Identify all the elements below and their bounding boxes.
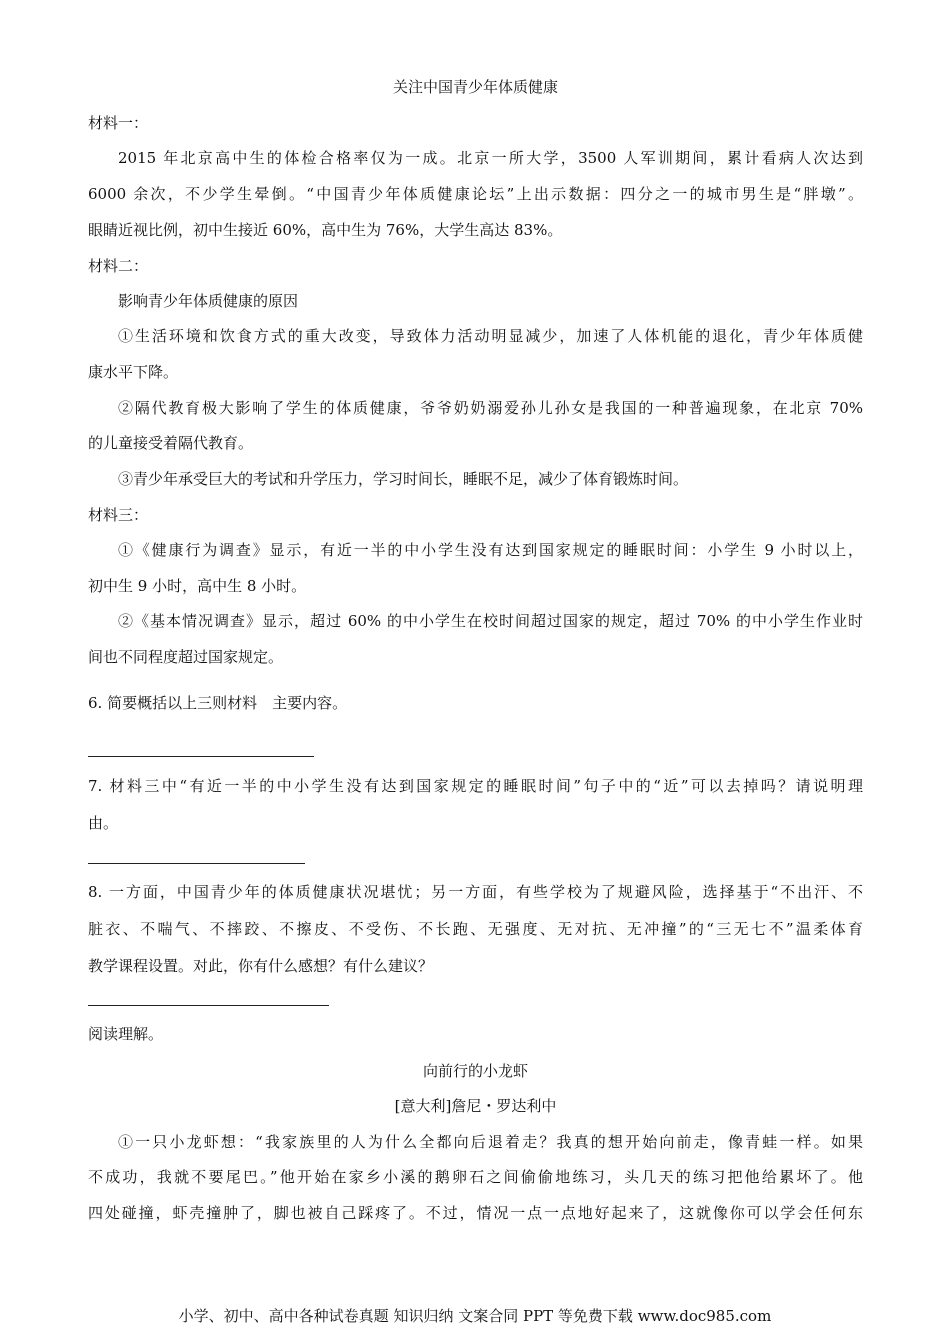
story-paragraph-line: 四处碰撞，虾壳撞肿了，脚也被自己踩疼了。不过，情况一点一点地好起来了，这就像你可以学会任何东 [88, 1204, 863, 1222]
material2-line: 的儿童接受着隔代教育。 [88, 434, 254, 452]
material2-line: ③青少年承受巨大的考试和升学压力，学习时间长，睡眠不足，减少了体育锻炼时间。 [118, 470, 689, 488]
material3-line: 间也不同程度超过国家规定。 [88, 648, 284, 666]
answer-line-8[interactable] [88, 1005, 329, 1006]
question-8: 8. 一方面，中国青少年的体质健康状况堪忧；另一方面，有些学校为了规避风险，选择基于“不出汗、不 [88, 883, 863, 901]
section-title: 关注中国青少年体质健康 [392, 78, 558, 96]
material2-label: 材料二： [88, 257, 149, 275]
material1-line: 眼睛近视比例，初中生接近 60%，高中生为 76%，大学生高达 83%。 [88, 221, 563, 239]
material2-line: ②隔代教育极大影响了学生的体质健康，爷爷奶奶溺爱孙儿孙女是我国的一种普遍现象，在北京 70% [118, 399, 863, 417]
material2-heading: 影响青少年体质健康的原因 [118, 292, 299, 310]
answer-line-6[interactable] [88, 756, 314, 757]
question-7: 7. 材料三中“有近一半的中小学生没有达到国家规定的睡眠时间”句子中的“近”可以去掉吗？请说明理 [88, 777, 863, 795]
material1-label: 材料一： [88, 114, 149, 132]
story-author: [意大利]詹尼・罗达利中 [394, 1097, 557, 1115]
answer-line-7[interactable] [88, 863, 305, 864]
material1-line: 6000 余次，不少学生晕倒。“中国青少年体质健康论坛”上出示数据：四分之一的城市男生是“胖墩”。 [88, 185, 863, 203]
reading-intro: 阅读理解。 [88, 1025, 164, 1043]
material3-line: ①《健康行为调查》显示，有近一半的中小学生没有达到国家规定的睡眠时间：小学生 9 小时以上， [118, 541, 863, 559]
story-title: 向前行的小龙虾 [422, 1062, 528, 1080]
question-8-cont: 脏衣、不喘气、不摔跤、不擦皮、不受伤、不长跑、无强度、无对抗、无冲撞”的“三无七不”温柔体育 [88, 920, 863, 938]
story-paragraph-line: 不成功，我就不要尾巴。”他开始在家乡小溪的鹅卵石之间偷偷地练习，头几天的练习把他给累坏了。他 [88, 1168, 863, 1186]
material1-line: 2015 年北京高中生的体检合格率仅为一成。北京一所大学，3500 人军训期间，累计看病人次达到 [118, 149, 863, 167]
story-paragraph-line: ①一只小龙虾想：“我家族里的人为什么全都向后退着走？我真的想开始向前走，像青蛙一样。如果 [118, 1133, 863, 1151]
question-6: 6. 简要概括以上三则材料 主要内容。 [88, 694, 348, 712]
page-footer: 小学、初中、高中各种试卷真题 知识归纳 文案合同 PPT 等免费下载 www.doc985.com [178, 1307, 772, 1325]
question-7-cont: 由。 [88, 814, 119, 832]
question-8-cont: 教学课程设置。对此，你有什么感想？有什么建议？ [88, 957, 434, 975]
material2-line: ①生活环境和饮食方式的重大改变，导致体力活动明显减少，加速了人体机能的退化，青少年体质健 [118, 327, 863, 345]
material3-line: 初中生 9 小时，高中生 8 小时。 [88, 577, 307, 595]
material2-line: 康水平下降。 [88, 363, 179, 381]
material3-label: 材料三： [88, 506, 149, 524]
material3-line: ②《基本情况调查》显示，超过 60% 的中小学生在校时间超过国家的规定，超过 70% 的中小学生作业时 [118, 612, 863, 630]
